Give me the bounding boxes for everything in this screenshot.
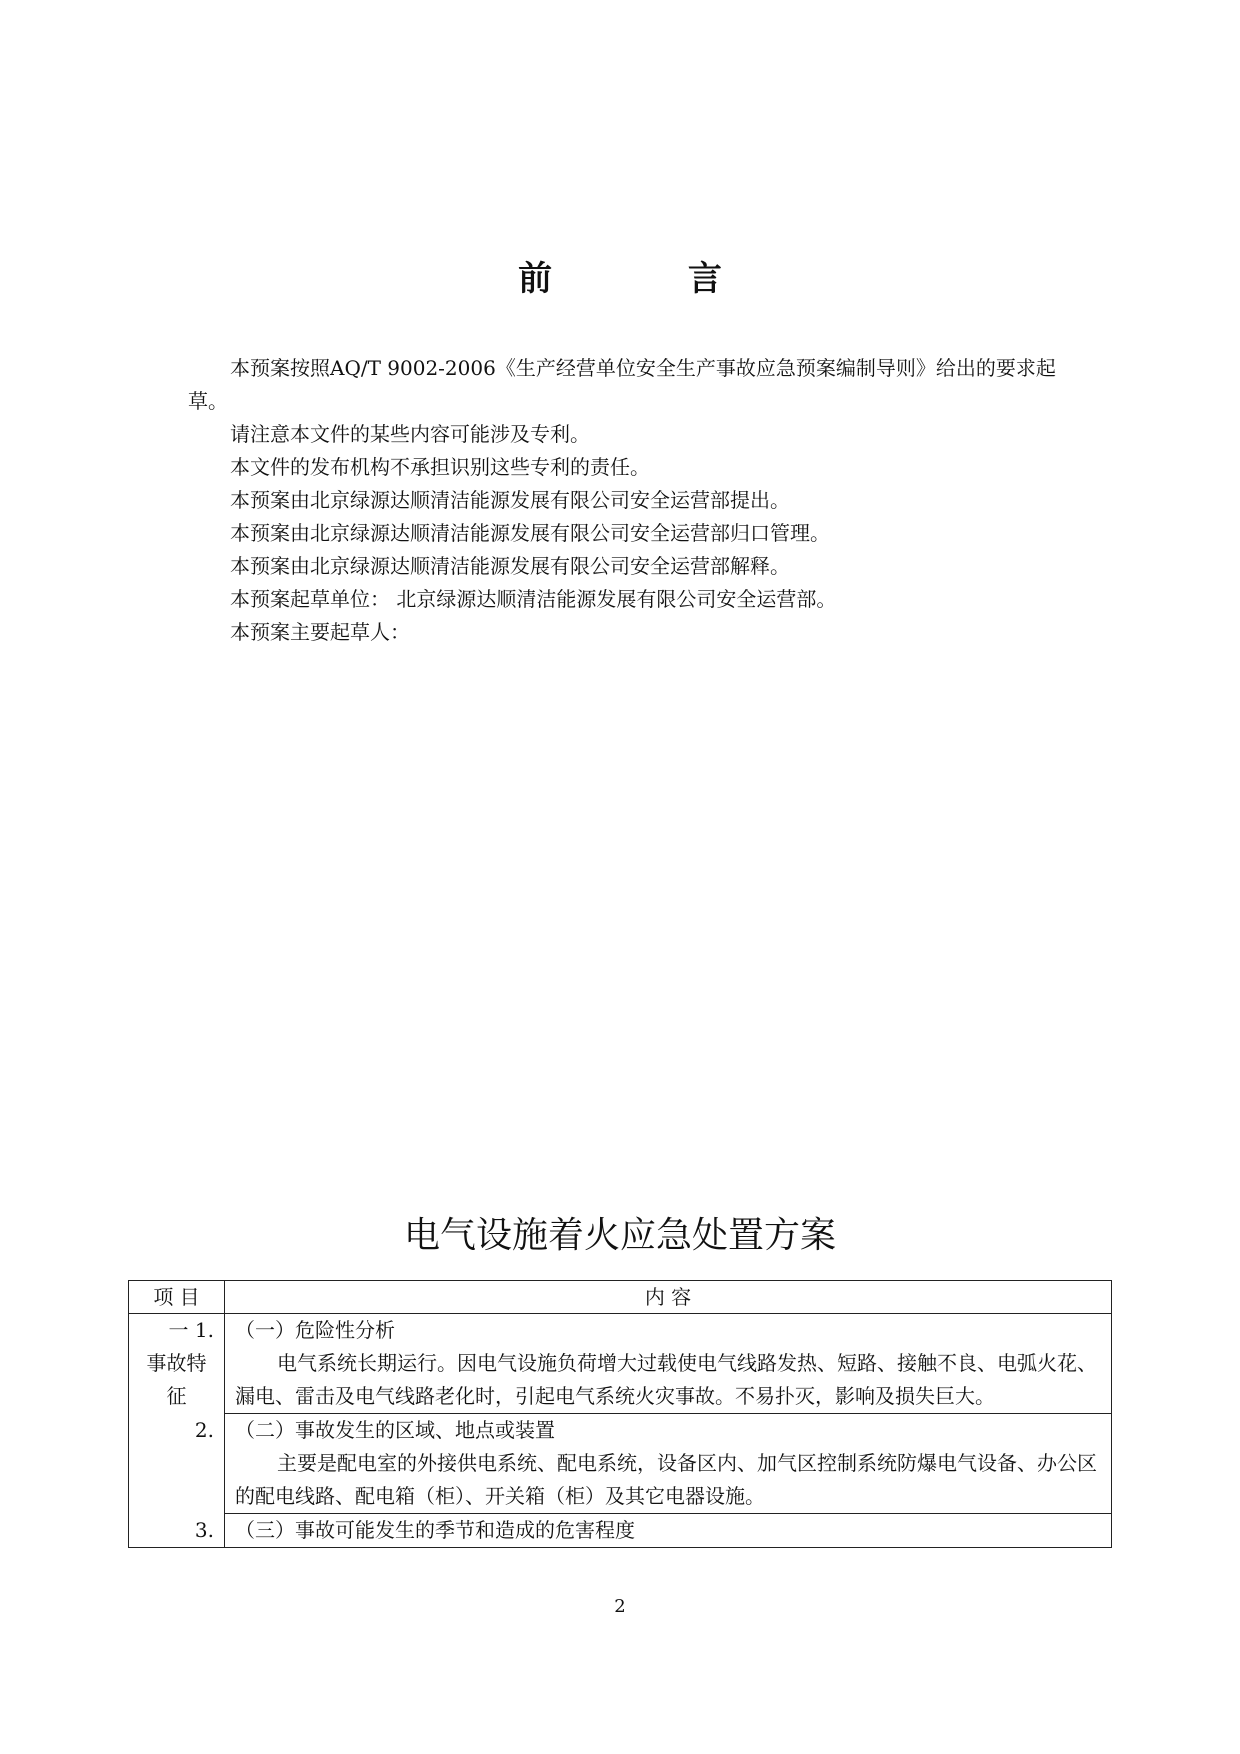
procedure-table [128, 1280, 1112, 1548]
content-heading: （二）事故发生的区域、地点或装置 [235, 1418, 555, 1442]
content-heading: （一）危险性分析 [235, 1318, 395, 1342]
table-header-row [129, 1281, 1112, 1314]
preface-paragraph: 本预案主要起草人： [230, 620, 410, 644]
table-row [129, 1414, 1112, 1514]
content-heading: （三）事故可能发生的季节和造成的危害程度 [235, 1518, 635, 1542]
preface-title: 前 言 [518, 258, 784, 299]
preface-paragraph: 本文件的发布机构不承担识别这些专利的责任。 [230, 455, 650, 479]
item-cell [129, 1314, 225, 1414]
content-body: 主要是配电室的外接供电系统、配电系统，设备区内、加气区控制系统防爆电气设备、办公区的配电线路、配电箱（柜）、开关箱（柜）及其它电器设施。 [235, 1451, 1097, 1508]
header-content: 内 容 [225, 1281, 1112, 1314]
item-cell [129, 1414, 225, 1514]
content-cell [225, 1414, 1112, 1514]
preface-paragraph: 本预案按照AQ/T 9002-2006《生产经营单位安全生产事故应急预案编制导则》给出的要求起草。 [188, 356, 1056, 413]
item-number: 2. [194, 1417, 214, 1442]
item-number: 3. [194, 1517, 214, 1542]
preface-body [188, 352, 1058, 649]
table-row [129, 1514, 1112, 1548]
content-cell [225, 1314, 1112, 1414]
page-number: 2 [614, 1596, 626, 1617]
preface-paragraph: 本预案起草单位： 北京绿源达顺清洁能源发展有限公司安全运营部。 [230, 587, 837, 611]
preface-paragraph: 请注意本文件的某些内容可能涉及专利。 [230, 422, 590, 446]
header-item: 项 目 [129, 1281, 225, 1314]
preface-paragraph: 本预案由北京绿源达顺清洁能源发展有限公司安全运营部解释。 [230, 554, 790, 578]
table-row [129, 1314, 1112, 1414]
preface-paragraph: 本预案由北京绿源达顺清洁能源发展有限公司安全运营部归口管理。 [230, 521, 830, 545]
content-cell [225, 1514, 1112, 1548]
item-cell [129, 1514, 225, 1548]
item-number: 一 1. [168, 1318, 214, 1342]
item-name: 事故特征 [146, 1351, 207, 1408]
document-title: 电气设施着火应急处置方案 [403, 1214, 836, 1256]
content-body: 电气系统长期运行。因电气设施负荷增大过载使电气线路发热、短路、接触不良、电弧火花、漏电、雷击及电气线路老化时，引起电气系统火灾事故。不易扑灭，影响及损失巨大。 [235, 1351, 1097, 1408]
preface-paragraph: 本预案由北京绿源达顺清洁能源发展有限公司安全运营部提出。 [230, 488, 790, 512]
